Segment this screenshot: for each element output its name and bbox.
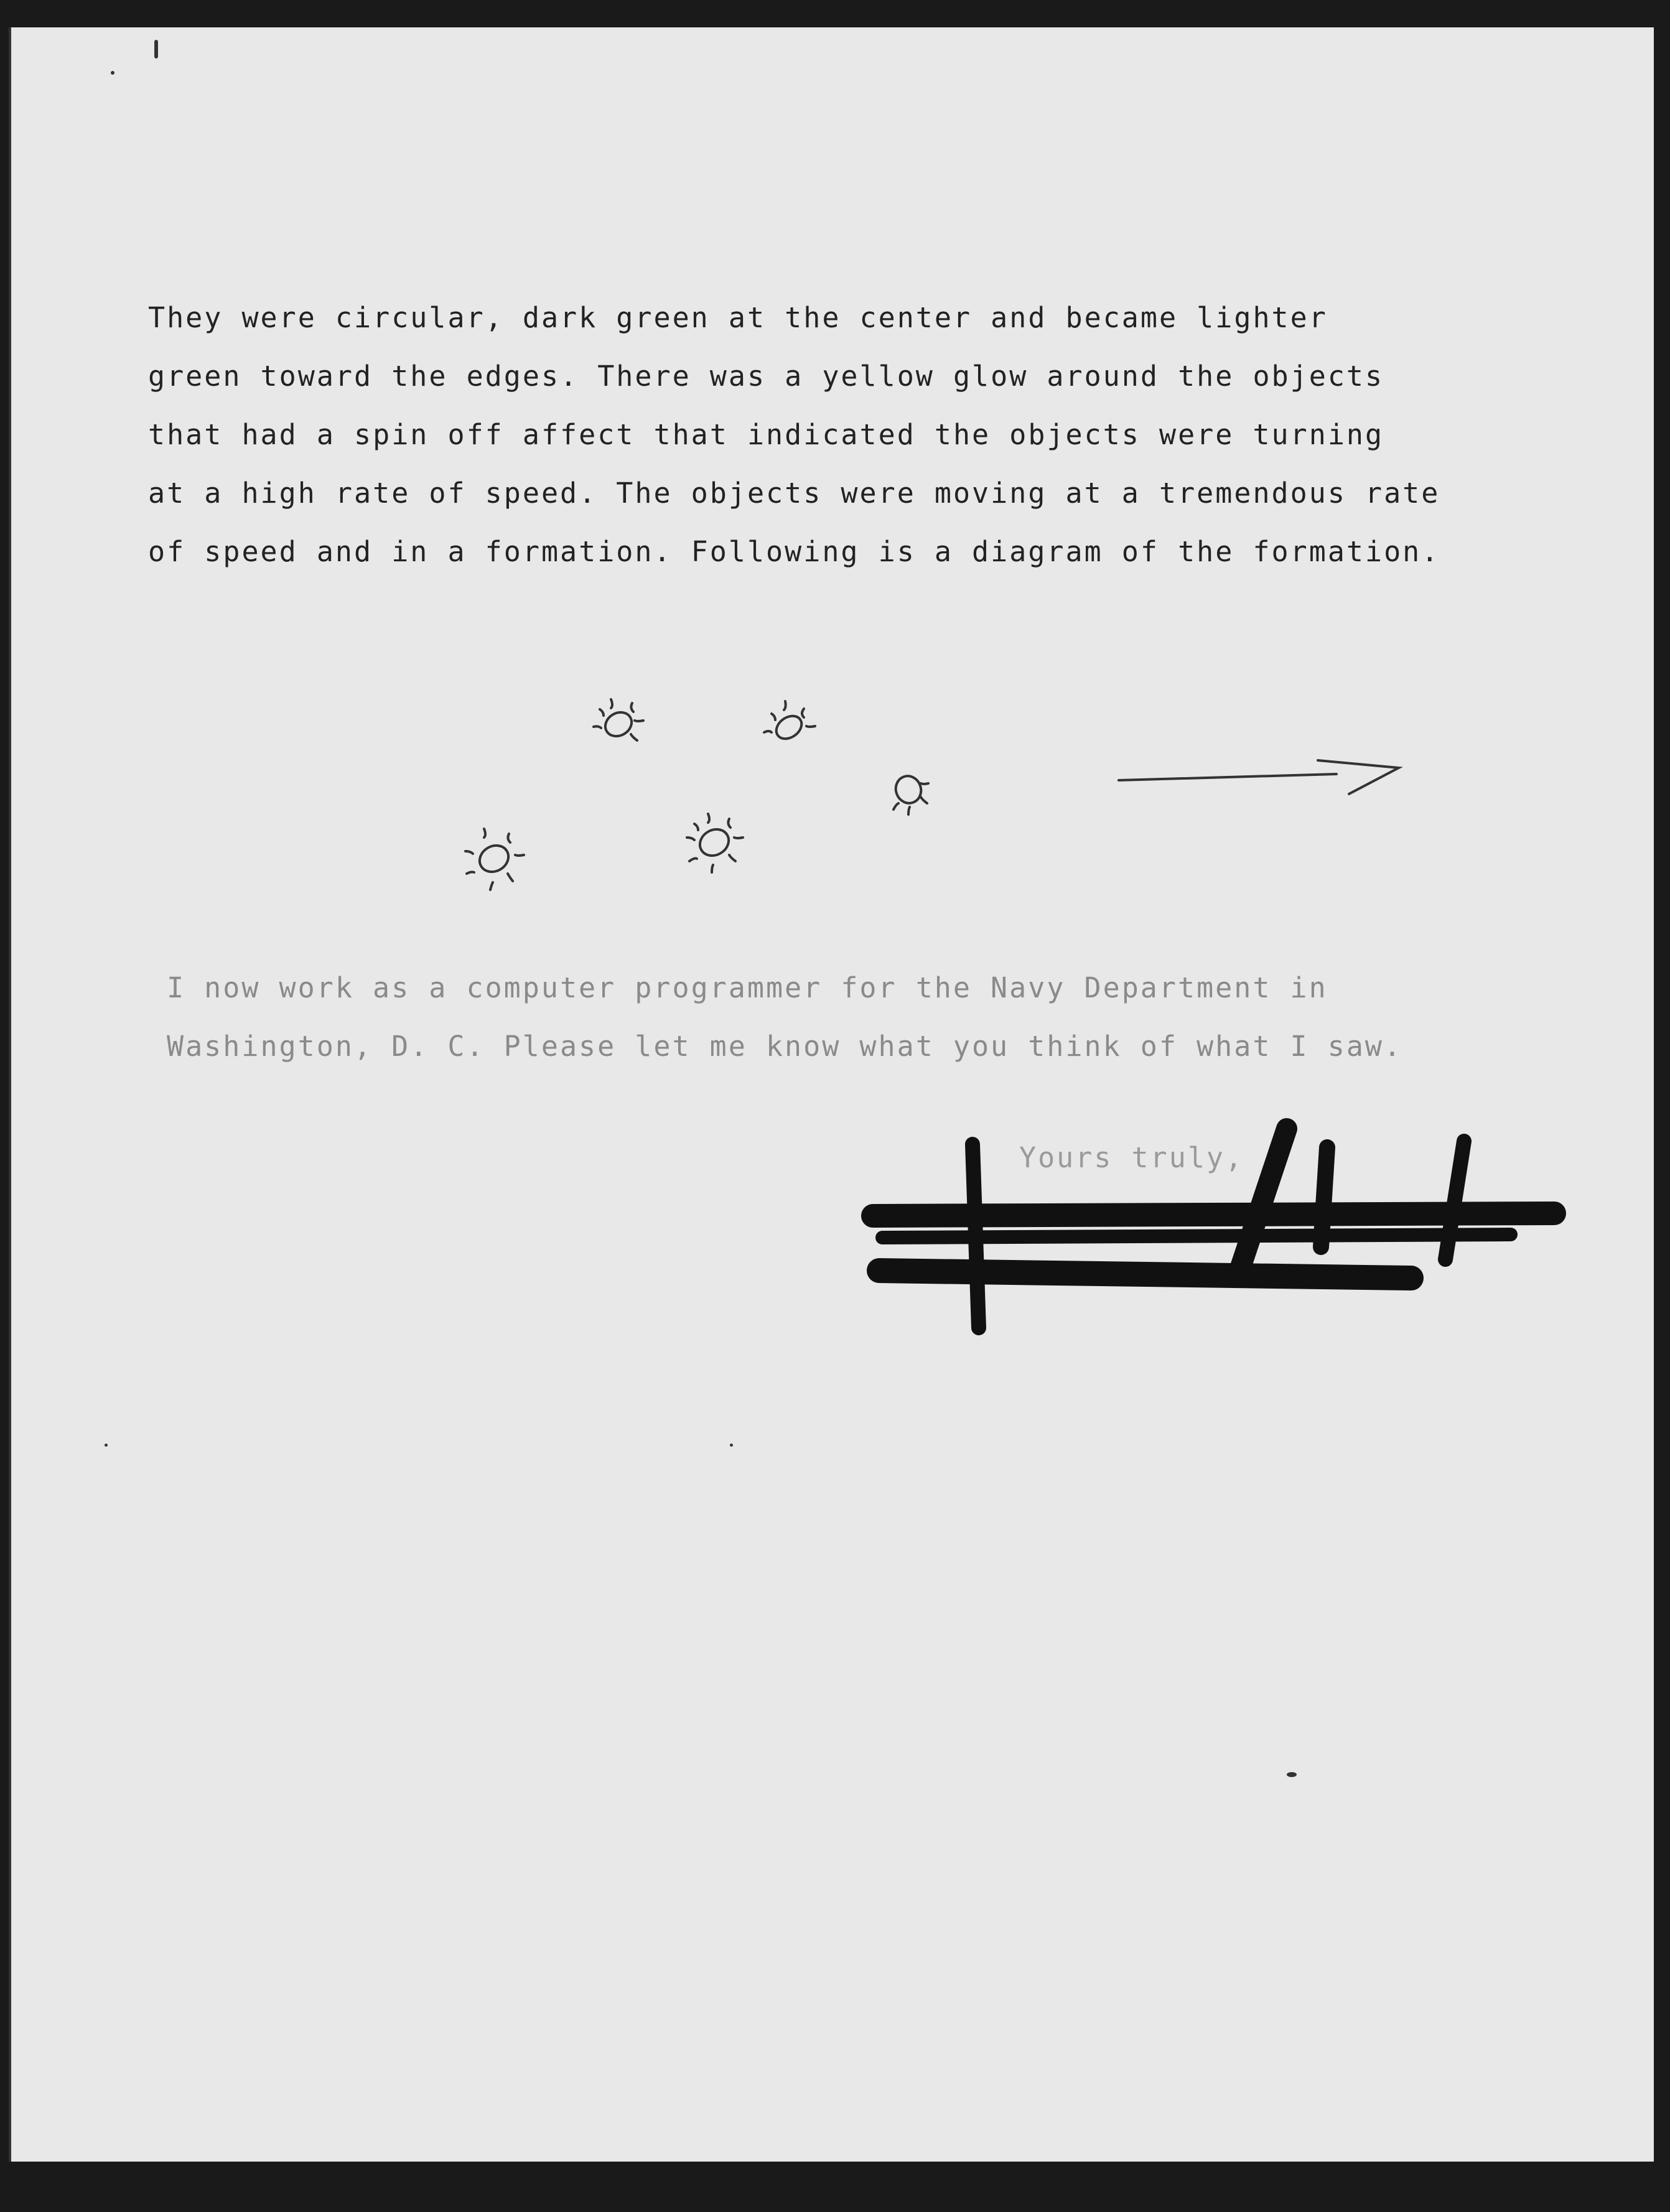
- document-page: [9, 27, 1654, 2162]
- closing-line-1: I now work as a computer programmer for the Navy Department in: [167, 971, 1328, 1004]
- scan-speck: [111, 71, 114, 75]
- body-line-3: that had a spin off affect that indicated the objects were turning: [148, 418, 1384, 451]
- body-line-1: They were circular, dark green at the center and became lighter: [148, 301, 1328, 334]
- scan-speck: [730, 1444, 733, 1447]
- scan-speck: [1287, 1772, 1297, 1777]
- body-line-4: at a high rate of speed. The objects were moving at a tremendous rate: [148, 477, 1440, 510]
- scan-speck: [154, 40, 158, 58]
- closing-line-2: Washington, D. C. Please let me know what you think of what I saw.: [167, 1030, 1403, 1063]
- body-line-2: green toward the edges. There was a yellow glow around the objects: [148, 360, 1384, 393]
- scan-speck: [105, 1444, 108, 1447]
- signature-redaction: [11, 27, 1654, 2162]
- body-line-5: of speed and in a formation. Following is a diagram of the formation.: [148, 535, 1440, 568]
- sign-off: Yours truly,: [1019, 1141, 1244, 1174]
